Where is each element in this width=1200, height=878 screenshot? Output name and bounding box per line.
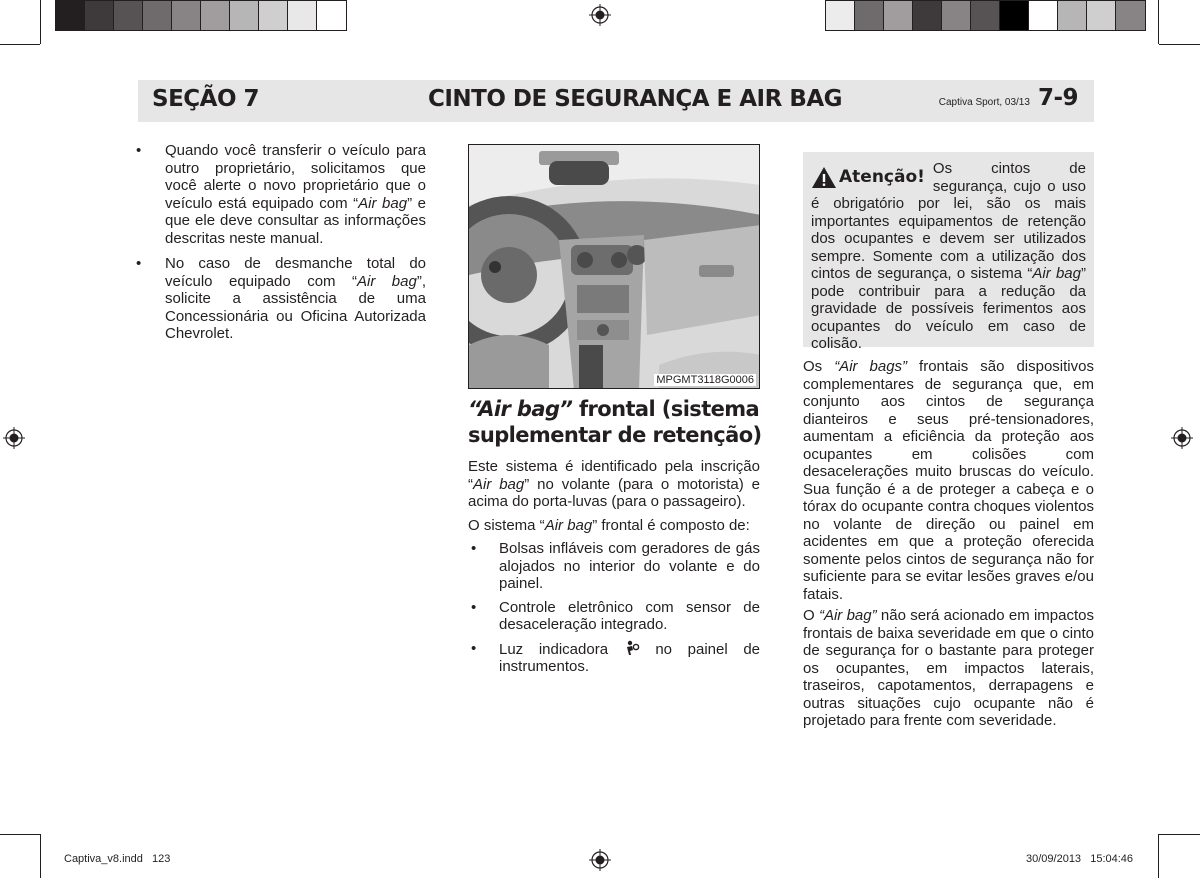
- warning-box: [803, 152, 1094, 352]
- registration-mark-icon: [589, 849, 611, 871]
- crop-mark: [1159, 44, 1200, 45]
- list-item: [468, 640, 760, 676]
- list-item: [136, 255, 426, 343]
- color-swatch: [317, 1, 346, 30]
- bullet: •: [471, 639, 477, 657]
- crop-mark: [40, 834, 41, 878]
- color-swatch: [971, 1, 1000, 30]
- airbag-indicator-icon: [624, 640, 640, 656]
- page-number: 7-9: [1037, 85, 1078, 111]
- color-swatch: [230, 1, 259, 30]
- warning-header: [811, 166, 925, 189]
- warning-triangle-icon: [811, 166, 837, 189]
- list-item-text: No caso de desmanche total do veículo equipado com “Air bag”, solicite a assistência de uma Concessionária ou Oficina Autorizada Chevrolet.: [165, 255, 426, 342]
- middle-column: [468, 458, 760, 682]
- list-item: [468, 599, 760, 634]
- color-swatch: [114, 1, 143, 30]
- bullet: •: [136, 142, 142, 159]
- color-swatch: [913, 1, 942, 30]
- bullet: •: [136, 255, 142, 272]
- paragraph: O sistema “Air bag” frontal é composto de:: [468, 516, 750, 534]
- color-bar-left: [55, 0, 347, 31]
- list-item-text: Luz indicadora no painel de instrumentos.: [499, 640, 761, 675]
- color-swatch: [942, 1, 971, 30]
- color-swatch: [143, 1, 172, 30]
- registration-mark-icon: [589, 4, 611, 26]
- crop-mark: [1158, 834, 1159, 878]
- list-item-text: Bolsas infláveis com geradores de gás alojados no interior do volante e do painel.: [499, 540, 760, 592]
- right-column: [803, 358, 1094, 734]
- color-swatch: [884, 1, 913, 30]
- bullet: •: [471, 598, 477, 616]
- crop-mark: [40, 0, 41, 44]
- warning-text: Os cintos de segurança, cujo o uso é obrigatório por lei, são os mais importantes equipamentos de retenção dos ocupantes e devem ser utilizados sempre. Somente com a utilização dos cintos de segurança, o sistema “Air bag” pode contribuir para a redução da gravidade de possíveis ferimentos aos ocupantes do veículo em caso de colisão.: [811, 160, 1086, 352]
- footer-file: Captiva_v8.indd 123: [64, 853, 171, 865]
- warning-title: Atenção!: [839, 166, 925, 187]
- paragraph: Este sistema é identificado pela inscrição “Air bag” no volante (para o motorista) e acima do porta-luvas (para o passageiro).: [468, 458, 760, 510]
- dashboard-figure: [468, 144, 760, 389]
- color-swatch: [1058, 1, 1087, 30]
- color-swatch: [201, 1, 230, 30]
- figure-label: MPGMT3118G0006: [656, 374, 754, 386]
- color-swatch: [1087, 1, 1116, 30]
- section-title: SEÇÃO 7: [152, 86, 260, 112]
- crop-mark: [0, 834, 40, 835]
- bullet: •: [471, 540, 477, 557]
- color-swatch: [172, 1, 201, 30]
- chapter-title: CINTO DE SEGURANÇA E AIR BAG: [428, 86, 843, 112]
- registration-mark-icon: [1171, 427, 1193, 449]
- dashboard-illustration: [469, 145, 760, 389]
- list-item-text: Quando você transferir o veículo para outro proprietário, solicitamos que você alerte o novo proprietário que o veículo está equipado com “Air bag” e que ele deve consultar as informações descritas neste manual.: [165, 142, 426, 247]
- paragraph: Os “Air bags” frontais são dispositivos complementares de segurança que, em conjunto aos cintos de segurança dianteiros e seus pré-tensionadores, aumentam a eficiência da proteção aos ocupantes em colisões com desacelerações muito bruscas do veículo. Sua função é a de proteger a cabeça e o tórax do ocupante contra choques violentos no volante de direção ou painel em acidentes em que a proteção oferecida somente pelos cintos de segurança não for suficiente para se evitar lesões graves e/ou fatais.: [803, 358, 1094, 603]
- crop-mark: [0, 44, 40, 45]
- crop-mark: [1158, 0, 1159, 44]
- section-heading: “Air bag” frontal (sistema suplementar de retenção): [468, 397, 762, 447]
- left-column: [136, 142, 426, 351]
- list-item: [136, 142, 426, 247]
- footer-date: 30/09/2013 15:04:46: [1026, 853, 1134, 865]
- paragraph: O “Air bag” não será acionado em impactos frontais de baixa severidade em que o cinto de segurança for o bastante para proteger os ocupantes, em impactos laterais, traseiros, capotamentos, derrapagens e outras situações cujo ocupante não é projetado para frente com severidade.: [803, 607, 1094, 729]
- page-header: [138, 80, 1094, 122]
- color-swatch: [1000, 1, 1029, 30]
- color-swatch: [259, 1, 288, 30]
- list-item-text: Controle eletrônico com sensor de desaceleração integrado.: [499, 598, 760, 633]
- color-swatch: [288, 1, 317, 30]
- color-bar-right: [825, 0, 1146, 31]
- color-swatch: [826, 1, 855, 30]
- color-swatch: [85, 1, 114, 30]
- page-ref: Captiva Sport, 03/13: [938, 97, 1030, 108]
- color-swatch: [56, 1, 85, 30]
- page-ref-group: [939, 85, 1078, 111]
- color-swatch: [855, 1, 884, 30]
- crop-mark: [1159, 834, 1200, 835]
- registration-mark-icon: [3, 427, 25, 449]
- color-swatch: [1029, 1, 1058, 30]
- color-swatch: [1116, 1, 1145, 30]
- list-item: [468, 540, 760, 593]
